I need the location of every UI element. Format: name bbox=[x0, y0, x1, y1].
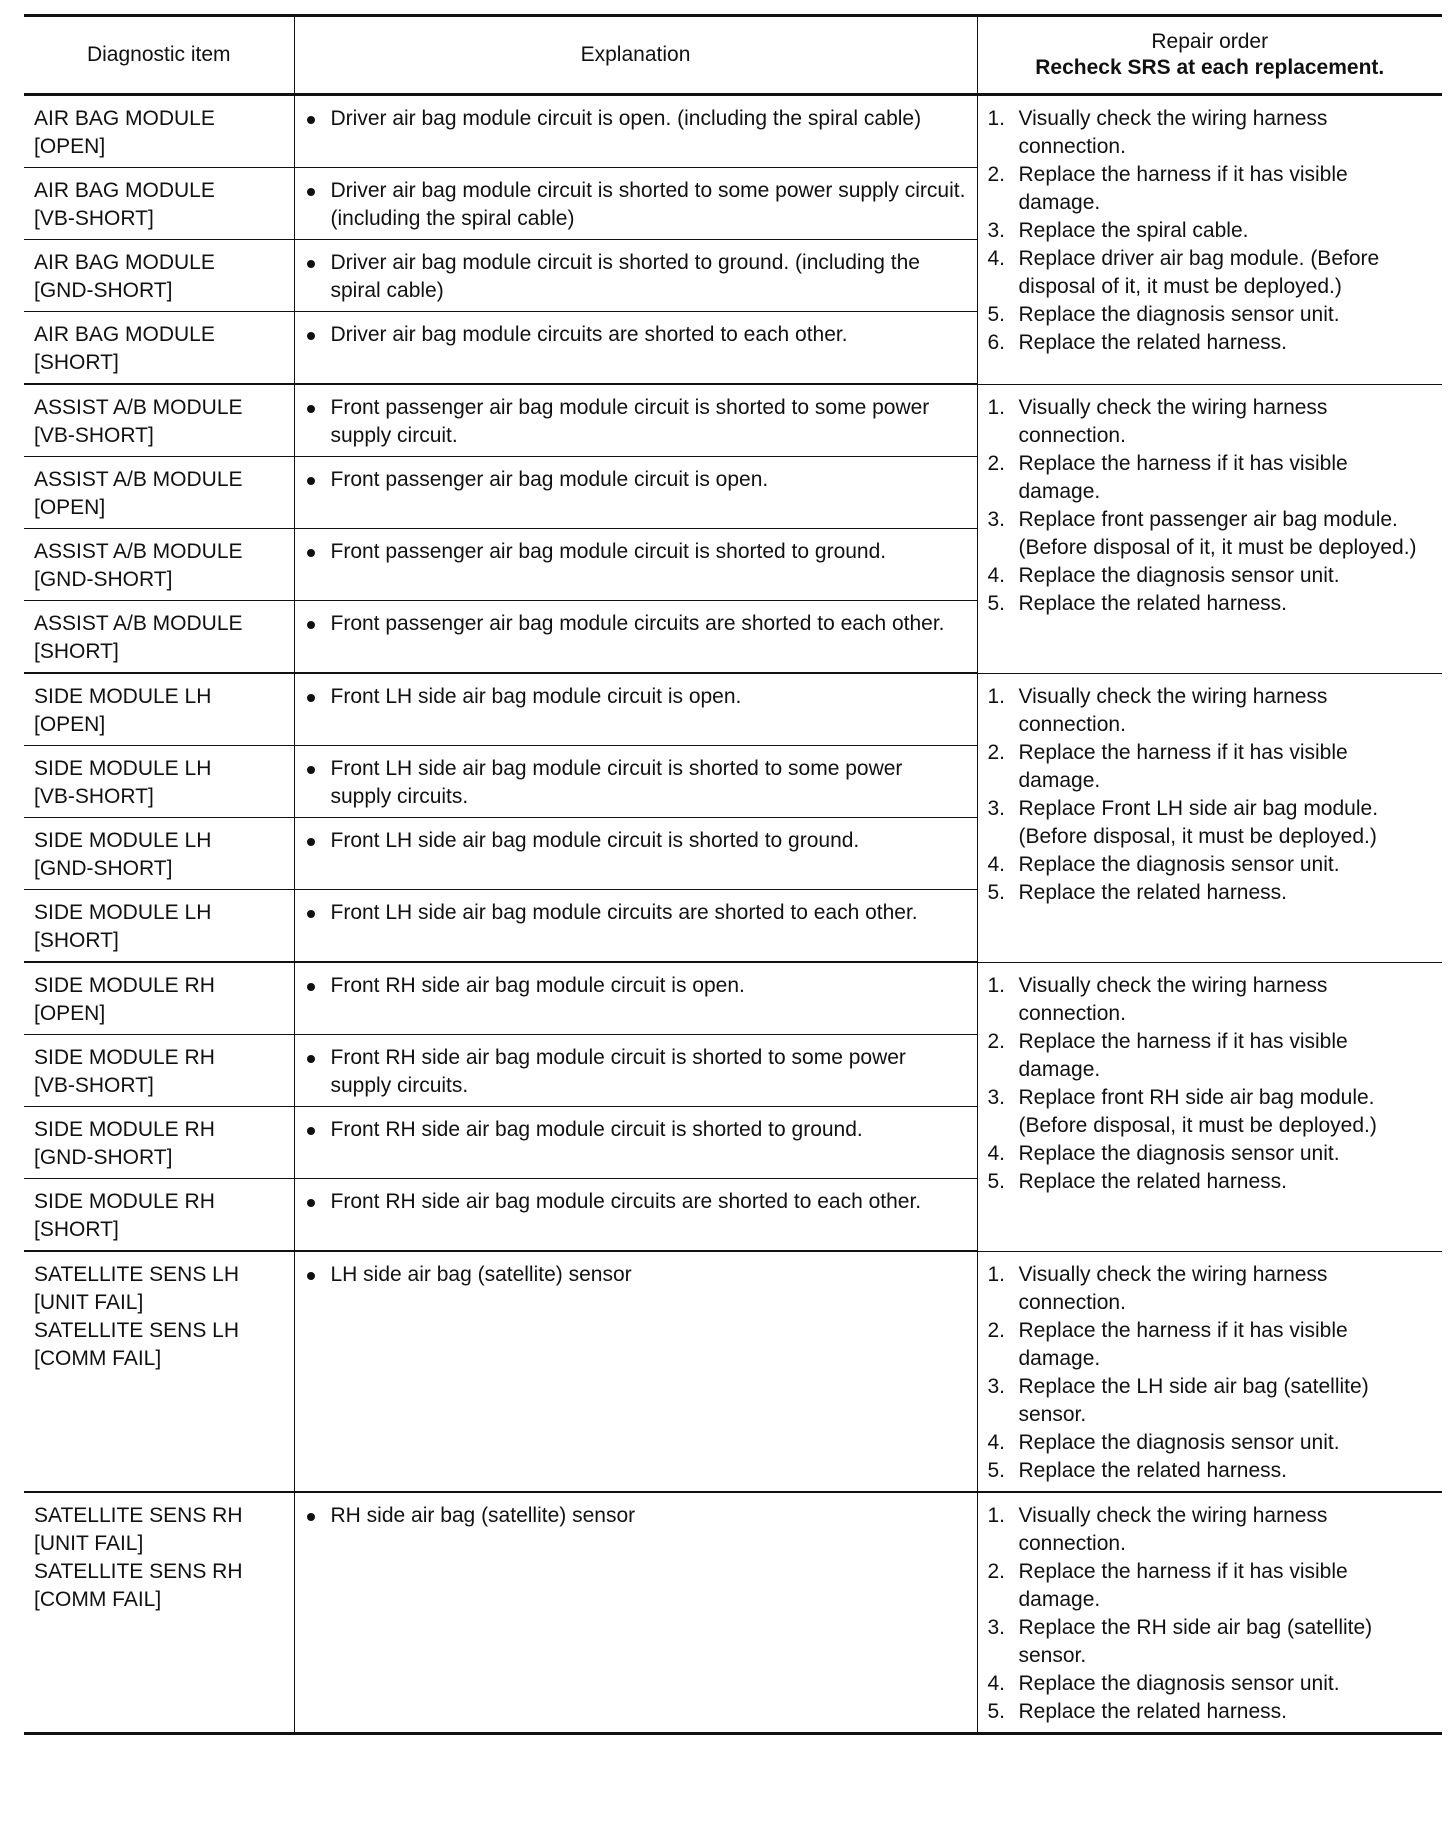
repair-steps-list bbox=[988, 1261, 1435, 1485]
repair-step-number: 1. bbox=[987, 1503, 1006, 1527]
header-explanation: Explanation bbox=[294, 16, 977, 95]
table-header-row bbox=[24, 16, 1442, 95]
repair-step-text: Replace the diagnosis sensor unit. bbox=[1018, 563, 1340, 587]
explanation-item bbox=[305, 466, 969, 494]
explanation-text: Front passenger air bag module circuit is shorted to ground. bbox=[330, 540, 887, 563]
repair-order-cell bbox=[977, 384, 1442, 673]
diagnostic-item-cell bbox=[24, 746, 294, 818]
bullet-icon bbox=[307, 477, 315, 485]
repair-step-number: 3. bbox=[987, 1374, 1006, 1398]
repair-step bbox=[988, 1373, 1435, 1429]
diagnostic-item-line: [VB-SHORT] bbox=[34, 1074, 154, 1097]
bullet-icon bbox=[307, 694, 315, 702]
repair-step-text: Visually check the wiring harness connection. bbox=[1018, 107, 1328, 158]
bullet-icon bbox=[307, 1127, 315, 1135]
explanation-item bbox=[305, 972, 969, 1000]
explanation-text: Front RH side air bag module circuit is shorted to some power supply circuits. bbox=[330, 1046, 906, 1097]
diagnostic-item-line: SIDE MODULE RH bbox=[34, 1046, 215, 1069]
repair-step-text: Replace the related harness. bbox=[1018, 1699, 1287, 1723]
explanation-cell bbox=[294, 746, 977, 818]
table-row bbox=[24, 673, 1442, 746]
repair-step-text: Replace the diagnosis sensor unit. bbox=[1018, 303, 1340, 326]
repair-step-text: Replace the related harness. bbox=[1018, 1169, 1287, 1193]
diagnostic-item-cell bbox=[24, 529, 294, 601]
repair-step bbox=[988, 105, 1435, 161]
explanation-text: Driver air bag module circuits are shorted to each other. bbox=[330, 323, 848, 346]
explanation-cell bbox=[294, 384, 977, 457]
explanation-cell bbox=[294, 529, 977, 601]
diagnostic-item-cell bbox=[24, 1251, 294, 1492]
repair-step bbox=[988, 739, 1435, 795]
diagnostic-item-cell bbox=[24, 1035, 294, 1107]
repair-step bbox=[988, 562, 1435, 590]
repair-step bbox=[988, 1558, 1435, 1614]
bullet-icon bbox=[307, 1199, 315, 1207]
repair-step-text: Replace the RH side air bag (satellite) sensor. bbox=[1018, 1615, 1373, 1667]
repair-step bbox=[988, 1614, 1435, 1670]
repair-step bbox=[988, 1457, 1435, 1485]
explanation-text: Front passenger air bag module circuit is shorted to some power supply circuit. bbox=[330, 396, 930, 447]
repair-step bbox=[988, 217, 1435, 245]
repair-step-number: 4. bbox=[987, 1671, 1006, 1695]
repair-step-number: 4. bbox=[987, 247, 1006, 270]
explanation-text: Front RH side air bag module circuits are shorted to each other. bbox=[330, 1190, 922, 1213]
explanation-cell bbox=[294, 1179, 977, 1252]
repair-step-number: 3. bbox=[987, 219, 1006, 242]
repair-step bbox=[988, 329, 1435, 357]
repair-step bbox=[988, 1670, 1435, 1698]
explanation-item bbox=[305, 394, 969, 450]
repair-step-text: Replace front RH side air bag module. (Before disposal, it must be deployed.) bbox=[1018, 1085, 1377, 1137]
explanation-text: Driver air bag module circuit is shorted to ground. (including the spiral cable) bbox=[330, 251, 920, 302]
repair-step-number: 4. bbox=[987, 563, 1006, 587]
repair-step-number: 4. bbox=[987, 1430, 1006, 1454]
diagnostic-item-line: [VB-SHORT] bbox=[34, 785, 154, 808]
repair-step-number: 5. bbox=[987, 591, 1006, 615]
diagnostic-item-cell bbox=[24, 312, 294, 385]
explanation-text: Front LH side air bag module circuit is shorted to ground. bbox=[330, 829, 860, 852]
explanation-item bbox=[305, 1116, 969, 1144]
diagnostic-item-line: [GND-SHORT] bbox=[34, 857, 173, 880]
repair-step-text: Replace the harness if it has visible damage. bbox=[1018, 1029, 1348, 1081]
bullet-icon bbox=[307, 1513, 315, 1521]
diagnostic-item-cell bbox=[24, 95, 294, 168]
repair-step bbox=[988, 1317, 1435, 1373]
diagnostic-item-line: [COMM FAIL] bbox=[34, 1587, 162, 1611]
repair-step-text: Replace the related harness. bbox=[1018, 1458, 1287, 1482]
repair-step-text: Replace the harness if it has visible damage. bbox=[1018, 1318, 1348, 1370]
explanation-text: Front RH side air bag module circuit is shorted to ground. bbox=[330, 1118, 863, 1141]
repair-step-text: Replace the diagnosis sensor unit. bbox=[1018, 1430, 1340, 1454]
diagnostic-item-line: [OPEN] bbox=[34, 713, 106, 736]
repair-step-text: Replace the LH side air bag (satellite) sensor. bbox=[1018, 1374, 1369, 1426]
repair-step bbox=[988, 1261, 1435, 1317]
diagnostic-item-cell bbox=[24, 601, 294, 674]
table-row bbox=[24, 95, 1442, 168]
repair-steps-list bbox=[988, 1502, 1435, 1726]
explanation-cell bbox=[294, 1107, 977, 1179]
diagnostic-item-cell bbox=[24, 962, 294, 1035]
repair-step-number: 1. bbox=[987, 684, 1006, 708]
diagnostic-item-line: [SHORT] bbox=[34, 1218, 119, 1241]
explanation-item bbox=[305, 249, 969, 305]
diagnostic-item-line: SIDE MODULE LH bbox=[34, 757, 212, 780]
repair-step-number: 2. bbox=[987, 1029, 1006, 1053]
repair-step-number: 1. bbox=[987, 107, 1006, 130]
repair-step-number: 1. bbox=[987, 395, 1006, 419]
repair-step bbox=[988, 1028, 1435, 1084]
repair-step bbox=[988, 795, 1435, 851]
explanation-item bbox=[305, 1044, 969, 1100]
explanation-cell bbox=[294, 312, 977, 385]
explanation-cell bbox=[294, 95, 977, 168]
header-diagnostic-item: Diagnostic item bbox=[24, 16, 294, 95]
diagnostic-item-line: [VB-SHORT] bbox=[34, 207, 154, 230]
bullet-icon bbox=[307, 910, 315, 918]
bullet-icon bbox=[307, 621, 315, 629]
diagnostic-item-cell bbox=[24, 168, 294, 240]
diagnostic-item-cell bbox=[24, 673, 294, 746]
repair-step bbox=[988, 1168, 1435, 1196]
diagnostic-item-line: AIR BAG MODULE bbox=[34, 107, 215, 130]
repair-step bbox=[988, 301, 1435, 329]
bullet-icon bbox=[307, 260, 315, 268]
repair-step-text: Replace the related harness. bbox=[1018, 880, 1287, 904]
explanation-cell bbox=[294, 818, 977, 890]
repair-step bbox=[988, 394, 1435, 450]
diagnostic-item-cell bbox=[24, 890, 294, 963]
explanation-item bbox=[305, 321, 969, 349]
table-row bbox=[24, 962, 1442, 1035]
repair-step-number: 5. bbox=[987, 1458, 1006, 1482]
explanation-text: Front LH side air bag module circuits are shorted to each other. bbox=[330, 901, 918, 924]
diagnostic-item-line: ASSIST A/B MODULE bbox=[34, 540, 243, 563]
explanation-text: Front passenger air bag module circuits are shorted to each other. bbox=[330, 612, 945, 635]
repair-order-cell bbox=[977, 1492, 1442, 1734]
header-repair-order bbox=[977, 16, 1442, 95]
explanation-cell bbox=[294, 457, 977, 529]
repair-step-text: Replace the harness if it has visible damage. bbox=[1018, 451, 1348, 503]
repair-order-cell bbox=[977, 95, 1442, 385]
repair-step bbox=[988, 1140, 1435, 1168]
table-body bbox=[24, 95, 1442, 1734]
explanation-item bbox=[305, 1502, 969, 1530]
repair-step-text: Replace the spiral cable. bbox=[1018, 219, 1249, 242]
repair-step-number: 5. bbox=[987, 303, 1006, 326]
explanation-cell bbox=[294, 1492, 977, 1734]
diagnostic-item-line: SIDE MODULE LH bbox=[34, 685, 212, 708]
diagnostic-item-cell bbox=[24, 457, 294, 529]
bullet-icon bbox=[307, 983, 315, 991]
explanation-item bbox=[305, 899, 969, 927]
repair-step-text: Replace the harness if it has visible damage. bbox=[1018, 740, 1348, 792]
bullet-icon bbox=[307, 332, 315, 340]
diagnostic-item-line: SIDE MODULE RH bbox=[34, 974, 215, 997]
explanation-cell bbox=[294, 1035, 977, 1107]
repair-step-text: Replace front passenger air bag module. (Before disposal of it, it must be deployed.) bbox=[1018, 507, 1417, 559]
repair-step-text: Replace the diagnosis sensor unit. bbox=[1018, 1141, 1340, 1165]
repair-step-text: Replace the related harness. bbox=[1018, 591, 1287, 615]
explanation-text: Driver air bag module circuit is shorted to some power supply circuit. (including the spiral cable) bbox=[330, 179, 966, 230]
bullet-icon bbox=[307, 549, 315, 557]
diagnostic-item-cell bbox=[24, 1492, 294, 1734]
repair-step-text: Replace driver air bag module. (Before disposal of it, it must be deployed.) bbox=[1018, 247, 1380, 298]
explanation-text: Front RH side air bag module circuit is open. bbox=[330, 974, 745, 997]
repair-step-number: 6. bbox=[987, 331, 1006, 354]
repair-step-text: Replace the diagnosis sensor unit. bbox=[1018, 1671, 1340, 1695]
diagnostic-item-line: [UNIT FAIL] bbox=[34, 1531, 144, 1555]
repair-step-number: 4. bbox=[987, 1141, 1006, 1165]
bullet-icon bbox=[307, 116, 315, 124]
explanation-text: RH side air bag (satellite) sensor bbox=[330, 1503, 636, 1527]
table-row bbox=[24, 1492, 1442, 1734]
repair-steps-list bbox=[988, 683, 1435, 907]
explanation-cell bbox=[294, 601, 977, 674]
explanation-cell bbox=[294, 1251, 977, 1492]
diagnostic-item-line: [COMM FAIL] bbox=[34, 1347, 162, 1370]
diagnostic-item-line: [VB-SHORT] bbox=[34, 424, 154, 447]
explanation-cell bbox=[294, 890, 977, 963]
repair-step-number: 3. bbox=[987, 1085, 1006, 1109]
repair-step bbox=[988, 1502, 1435, 1558]
explanation-cell bbox=[294, 673, 977, 746]
explanation-text: LH side air bag (satellite) sensor bbox=[330, 1263, 632, 1286]
diagnostic-item-line: SIDE MODULE LH bbox=[34, 901, 212, 924]
repair-step-text: Visually check the wiring harness connection. bbox=[1018, 1262, 1328, 1314]
diagnostic-item-line: [OPEN] bbox=[34, 496, 106, 519]
diagnostic-item-line: SATELLITE SENS LH bbox=[34, 1319, 240, 1342]
repair-step bbox=[988, 972, 1435, 1028]
repair-step-number: 2. bbox=[987, 740, 1006, 764]
explanation-text: Driver air bag module circuit is open. (including the spiral cable) bbox=[330, 107, 922, 130]
explanation-text: Front LH side air bag module circuit is shorted to some power supply circuits. bbox=[330, 757, 903, 808]
table-row bbox=[24, 384, 1442, 457]
explanation-text: Front passenger air bag module circuit is open. bbox=[330, 468, 769, 491]
bullet-icon bbox=[307, 838, 315, 846]
bullet-icon bbox=[307, 1272, 315, 1280]
explanation-item bbox=[305, 610, 969, 638]
repair-order-cell bbox=[977, 673, 1442, 962]
repair-step bbox=[988, 1084, 1435, 1140]
repair-step bbox=[988, 161, 1435, 217]
repair-step bbox=[988, 450, 1435, 506]
repair-step-text: Visually check the wiring harness connection. bbox=[1018, 1503, 1328, 1555]
repair-step-text: Visually check the wiring harness connection. bbox=[1018, 973, 1328, 1025]
repair-steps-list bbox=[988, 105, 1435, 357]
diagnostic-item-cell bbox=[24, 1179, 294, 1252]
diagnostic-item-line: SATELLITE SENS RH bbox=[34, 1559, 243, 1583]
repair-order-cell bbox=[977, 1251, 1442, 1492]
repair-step bbox=[988, 506, 1435, 562]
diagnostic-item-line: [OPEN] bbox=[34, 135, 106, 158]
diagnostic-item-cell bbox=[24, 240, 294, 312]
repair-step-number: 1. bbox=[987, 1262, 1006, 1286]
table-row bbox=[24, 1251, 1442, 1492]
repair-step-text: Visually check the wiring harness connection. bbox=[1018, 684, 1328, 736]
explanation-item bbox=[305, 538, 969, 566]
repair-step-number: 2. bbox=[987, 1559, 1006, 1583]
diagnostic-item-line: AIR BAG MODULE bbox=[34, 251, 215, 274]
repair-step bbox=[988, 1698, 1435, 1726]
repair-step-text: Replace the diagnosis sensor unit. bbox=[1018, 852, 1340, 876]
repair-steps-list bbox=[988, 972, 1435, 1196]
diagnostic-item-line: [SHORT] bbox=[34, 929, 119, 952]
repair-step bbox=[988, 683, 1435, 739]
repair-order-cell bbox=[977, 962, 1442, 1251]
diagnostic-item-line: [SHORT] bbox=[34, 351, 119, 374]
bullet-icon bbox=[307, 766, 315, 774]
diagnostic-item-line: ASSIST A/B MODULE bbox=[34, 396, 243, 419]
explanation-item bbox=[305, 177, 969, 233]
diagnostic-item-line: SIDE MODULE LH bbox=[34, 829, 212, 852]
repair-step bbox=[988, 590, 1435, 618]
repair-step-number: 5. bbox=[987, 1699, 1006, 1723]
repair-step-text: Replace the harness if it has visible damage. bbox=[1018, 1559, 1348, 1611]
explanation-cell bbox=[294, 240, 977, 312]
repair-step-number: 2. bbox=[987, 1318, 1006, 1342]
explanation-cell bbox=[294, 962, 977, 1035]
repair-step-number: 1. bbox=[987, 973, 1006, 997]
bullet-icon bbox=[307, 188, 315, 196]
repair-step bbox=[988, 851, 1435, 879]
header-repair-order-note: Recheck SRS at each replacement. bbox=[1035, 56, 1385, 79]
diagnostic-item-line: AIR BAG MODULE bbox=[34, 179, 215, 202]
diagnostic-item-line: [SHORT] bbox=[34, 640, 119, 663]
diagnostic-item-line: [GND-SHORT] bbox=[34, 1146, 173, 1169]
diagnostic-item-line: ASSIST A/B MODULE bbox=[34, 468, 243, 491]
bullet-icon bbox=[307, 405, 315, 413]
repair-step-text: Replace the related harness. bbox=[1018, 331, 1287, 354]
diagnostic-item-cell bbox=[24, 384, 294, 457]
diagnostic-item-line: SATELLITE SENS RH bbox=[34, 1503, 243, 1527]
repair-step-number: 3. bbox=[987, 1615, 1006, 1639]
diagnostic-item-line: SIDE MODULE RH bbox=[34, 1118, 215, 1141]
explanation-item bbox=[305, 683, 969, 711]
repair-step bbox=[988, 879, 1435, 907]
repair-step bbox=[988, 245, 1435, 301]
repair-step-number: 3. bbox=[987, 507, 1006, 531]
header-repair-order-label: Repair order bbox=[1151, 30, 1269, 53]
explanation-item bbox=[305, 105, 969, 133]
explanation-item bbox=[305, 755, 969, 811]
repair-step-number: 5. bbox=[987, 880, 1006, 904]
diagnostic-item-line: ASSIST A/B MODULE bbox=[34, 612, 243, 635]
diagnostic-item-cell bbox=[24, 1107, 294, 1179]
diagnostic-item-line: [OPEN] bbox=[34, 1002, 106, 1025]
explanation-item bbox=[305, 1261, 969, 1289]
bullet-icon bbox=[307, 1055, 315, 1063]
diagnostic-item-line: AIR BAG MODULE bbox=[34, 323, 215, 346]
diagnostic-item-line: SATELLITE SENS LH bbox=[34, 1263, 240, 1286]
repair-step-number: 2. bbox=[987, 451, 1006, 475]
explanation-item bbox=[305, 1188, 969, 1216]
repair-step bbox=[988, 1429, 1435, 1457]
repair-step-number: 3. bbox=[987, 796, 1006, 820]
repair-step-text: Visually check the wiring harness connection. bbox=[1018, 395, 1328, 447]
diagnostic-item-line: [GND-SHORT] bbox=[34, 279, 173, 302]
diagnostic-item-cell bbox=[24, 818, 294, 890]
explanation-cell bbox=[294, 168, 977, 240]
repair-step-number: 2. bbox=[987, 163, 1006, 186]
repair-step-number: 4. bbox=[987, 852, 1006, 876]
repair-step-number: 5. bbox=[987, 1169, 1006, 1193]
repair-step-text: Replace Front LH side air bag module. (Before disposal, it must be deployed.) bbox=[1018, 796, 1379, 848]
explanation-text: Front LH side air bag module circuit is open. bbox=[330, 685, 742, 708]
repair-step-text: Replace the harness if it has visible damage. bbox=[1018, 163, 1348, 214]
srs-diagnostic-table bbox=[24, 14, 1442, 1735]
diagnostic-item-line: SIDE MODULE RH bbox=[34, 1190, 215, 1213]
repair-steps-list bbox=[988, 394, 1435, 618]
diagnostic-item-line: [UNIT FAIL] bbox=[34, 1291, 144, 1314]
diagnostic-item-line: [GND-SHORT] bbox=[34, 568, 173, 591]
explanation-item bbox=[305, 827, 969, 855]
